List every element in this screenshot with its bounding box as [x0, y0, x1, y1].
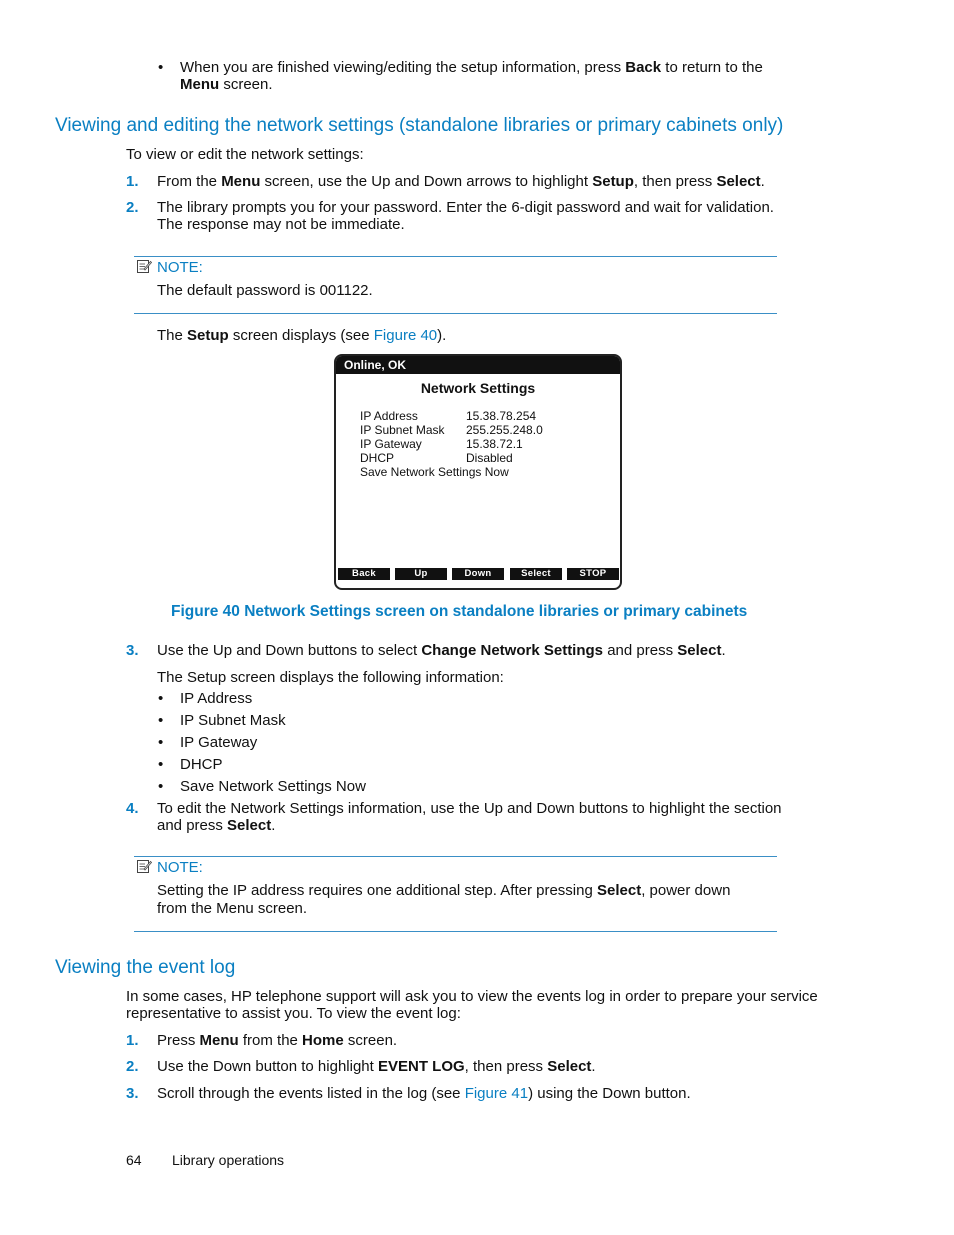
bullet-dot: •	[158, 734, 164, 751]
section-heading-network-settings: Viewing and editing the network settings (standalone libraries or primary cabinets only)	[55, 115, 784, 136]
network-settings-lcd-screen	[334, 354, 622, 590]
lcd-title: Network Settings	[420, 380, 536, 396]
section1-step4-line2: and press Select.	[157, 817, 276, 834]
note-label: NOTE:	[157, 259, 203, 276]
step-number: 2.	[126, 1058, 139, 1075]
section2-step3: Scroll through the events listed in the log (see Figure 41) using the Down button.	[157, 1085, 691, 1102]
lcd-row-label: DHCP	[360, 451, 395, 465]
section1-step3: Use the Up and Down buttons to select Change Network Settings and press Select.	[157, 642, 726, 659]
note-text-line2: from the Menu screen.	[157, 900, 308, 917]
list-item: DHCP	[180, 756, 223, 773]
intro-bullet-line1: When you are finished viewing/editing the setup information, press Back to return to the	[180, 59, 763, 76]
list-item: IP Address	[180, 690, 253, 707]
note-label: NOTE:	[157, 859, 203, 876]
figure-40-link[interactable]: Figure 40	[373, 327, 438, 344]
note-text-line1: Setting the IP address requires one additional step. After pressing Select, power down	[157, 882, 731, 899]
figure-caption: Figure 40 Network Settings screen on standalone libraries or primary cabinets	[171, 603, 748, 620]
lcd-row-value: 255.255.248.0	[466, 423, 543, 437]
section2-step2: Use the Down button to highlight EVENT LOG, then press Select.	[157, 1058, 596, 1075]
bullet-dot: •	[158, 712, 164, 729]
figure-41-link[interactable]: Figure 41	[464, 1085, 529, 1102]
bullet-dot: •	[158, 778, 164, 795]
list-item: Save Network Settings Now	[180, 778, 366, 795]
section1-step2-line2: The response may not be immediate.	[157, 216, 405, 233]
section-heading-event-log: Viewing the event log	[55, 957, 236, 978]
list-item: IP Gateway	[180, 734, 258, 751]
lcd-up-button: Up	[395, 568, 447, 580]
step-number: 3.	[126, 1085, 139, 1102]
step-number: 1.	[126, 173, 139, 190]
note-pencil-icon	[136, 858, 152, 874]
page-number: 64	[126, 1152, 142, 1168]
lcd-button-bar	[336, 568, 620, 580]
lcd-select-button: Select	[510, 568, 562, 580]
step-number: 1.	[126, 1032, 139, 1049]
intro-bullet-line2: Menu screen.	[180, 76, 273, 93]
bullet-dot: •	[158, 690, 164, 707]
lcd-stop-button: STOP	[567, 568, 619, 580]
list-item: IP Subnet Mask	[180, 712, 286, 729]
section1-step1: From the Menu screen, use the Up and Down arrows to highlight Setup, then press Select.	[157, 173, 765, 190]
section1-intro: To view or edit the network settings:	[126, 146, 364, 163]
section1-step2-line1: The library prompts you for your password. Enter the 6-digit password and wait for validation.	[157, 199, 774, 216]
lcd-row-label: IP Gateway	[360, 437, 422, 451]
lcd-down-button: Down	[452, 568, 504, 580]
lcd-row-label: IP Address	[360, 409, 418, 423]
section2-step1: Press Menu from the Home screen.	[157, 1032, 398, 1049]
lcd-row-value: 15.38.72.1	[466, 437, 523, 451]
step-number: 4.	[126, 800, 139, 817]
step-number: 3.	[126, 642, 139, 659]
bullet-dot: •	[158, 59, 164, 76]
note-top-rule	[134, 256, 777, 257]
lcd-row-value: 15.38.78.254	[466, 409, 537, 423]
lcd-row-value: Disabled	[466, 451, 513, 465]
footer-section-title: Library operations	[172, 1152, 285, 1168]
step-number: 2.	[126, 199, 139, 216]
section1-step4-line1: To edit the Network Settings information, use the Up and Down buttons to highlight the section	[157, 800, 782, 817]
bullet-dot: •	[158, 756, 164, 773]
note-bottom-rule	[134, 931, 777, 932]
note-pencil-icon	[136, 258, 152, 274]
note-text: The default password is 001122.	[157, 282, 373, 299]
setup-screen-line: The Setup screen displays (see Figure 40).	[157, 327, 447, 344]
section2-intro-line2: representative to assist you. To view the event log:	[126, 1005, 461, 1022]
section1-step3-sub: The Setup screen displays the following information:	[157, 669, 504, 686]
lcd-back-button: Back	[338, 568, 390, 580]
lcd-row-label: Save Network Settings Now	[360, 465, 509, 479]
section2-intro-line1: In some cases, HP telephone support will ask you to view the events log in order to prepare your service	[126, 988, 818, 1005]
lcd-status-bar: Online, OK	[336, 356, 620, 374]
note-bottom-rule	[134, 313, 777, 314]
note-top-rule	[134, 856, 777, 857]
lcd-row-label: IP Subnet Mask	[360, 423, 445, 437]
